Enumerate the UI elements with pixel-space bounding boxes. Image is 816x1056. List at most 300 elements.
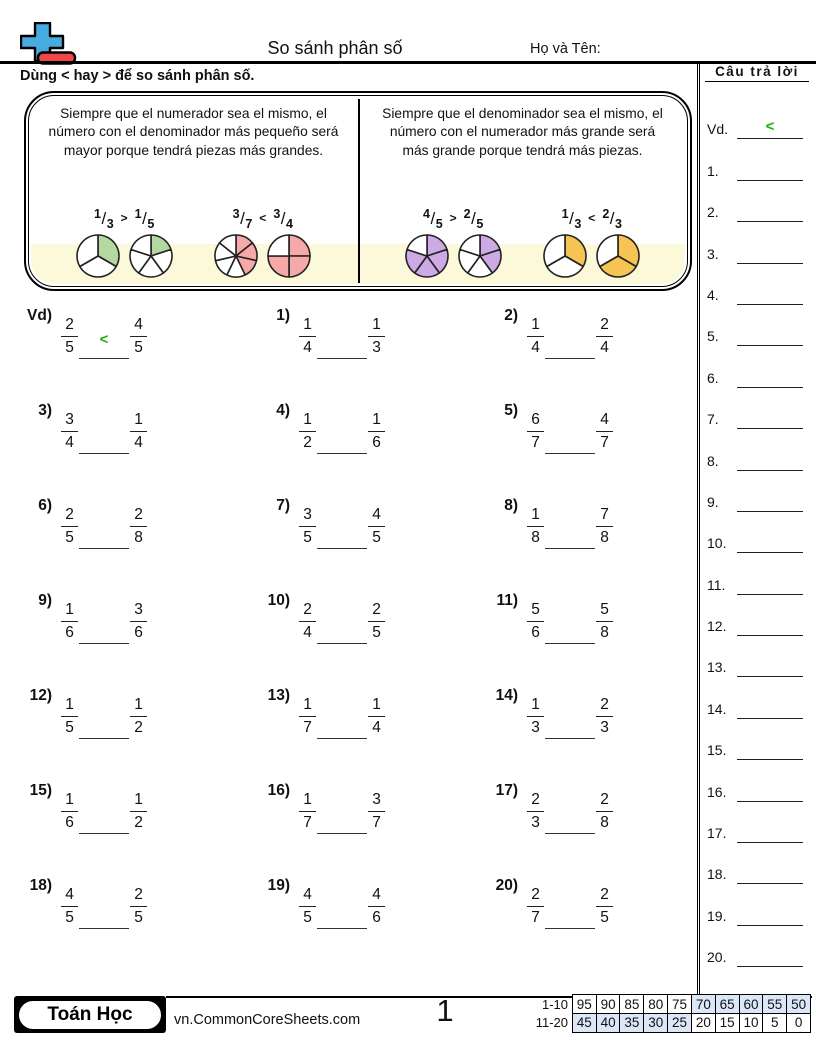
- comparison-symbol: <: [588, 211, 596, 225]
- problem-item: [484, 686, 698, 736]
- answer-number: 17.: [707, 825, 727, 842]
- comparison-answer-blank[interactable]: [545, 737, 595, 739]
- slanted-fraction: [273, 207, 293, 231]
- fraction-pie-chart: [128, 233, 174, 279]
- problem-number: 15): [29, 782, 52, 799]
- left-fraction: [527, 411, 544, 451]
- problem-number: 7): [276, 497, 290, 514]
- example-pair: [213, 207, 312, 279]
- left-fraction: [299, 411, 316, 451]
- answer-row: [707, 386, 809, 427]
- answer-row: [707, 593, 809, 634]
- fraction-numerator: 4: [368, 506, 385, 526]
- fraction-denominator: 7: [245, 217, 253, 231]
- comparison-answer-blank[interactable]: [317, 452, 367, 454]
- problem-number: 12): [29, 687, 52, 704]
- comparison-answer-blank[interactable]: [317, 927, 367, 929]
- fraction-denominator: 5: [65, 528, 74, 546]
- answer-row: [707, 634, 809, 675]
- fraction-slash: /: [471, 209, 476, 228]
- score-cell: 40: [596, 1013, 621, 1033]
- score-cell: 50: [786, 994, 811, 1014]
- problem-item: [484, 401, 698, 451]
- fraction-slash: /: [280, 209, 286, 228]
- fraction-numerator: 1: [299, 316, 316, 336]
- example-panel-left: [29, 96, 358, 286]
- left-fraction: [299, 506, 316, 546]
- problem-item: [484, 591, 698, 641]
- problem-number: 6): [38, 497, 52, 514]
- answer-number: 10.: [707, 535, 727, 552]
- score-cell: 20: [691, 1013, 716, 1033]
- fraction-denominator: 2: [134, 718, 143, 736]
- right-fraction: [596, 886, 613, 926]
- right-fraction: [596, 791, 613, 831]
- right-fraction: [368, 506, 385, 546]
- problem-item: [256, 591, 484, 641]
- fraction-slash: /: [569, 209, 574, 228]
- fraction-numerator: 1: [368, 316, 385, 336]
- right-fraction: [130, 316, 147, 356]
- fraction-denominator: 3: [574, 217, 582, 231]
- fraction-numerator: 3: [130, 601, 147, 621]
- right-fraction: [130, 886, 147, 926]
- answer-row: [707, 675, 809, 716]
- fraction-numerator: 1: [61, 791, 78, 811]
- left-fraction: [61, 316, 78, 356]
- answer-row: [707, 841, 809, 882]
- problem-item: [18, 306, 256, 356]
- problem-item: [18, 401, 256, 451]
- comparison-answer-blank[interactable]: [79, 452, 129, 454]
- problem-item: [18, 496, 256, 546]
- left-fraction: [299, 886, 316, 926]
- answer-blank[interactable]: [737, 303, 803, 305]
- right-fraction: [130, 411, 147, 451]
- score-cell: 10: [739, 1013, 764, 1033]
- problem-number: 10): [267, 592, 290, 609]
- problem-number: 18): [29, 877, 52, 894]
- slanted-fraction: [561, 207, 582, 231]
- answer-number: 14.: [707, 700, 727, 717]
- fraction-denominator: 4: [372, 718, 381, 736]
- left-fraction: [527, 601, 544, 641]
- answer-blank[interactable]: [737, 262, 803, 264]
- fraction-numerator: 4: [423, 207, 430, 221]
- fraction-numerator: 1: [368, 411, 385, 431]
- comparison-answer-blank[interactable]: [545, 832, 595, 834]
- score-cell: 85: [619, 994, 644, 1014]
- problem-item: [256, 306, 484, 356]
- answer-value: <: [765, 118, 775, 136]
- answer-number: 19.: [707, 907, 727, 924]
- fraction-numerator: 2: [602, 207, 610, 221]
- subject-badge-label: Toán Học: [18, 1000, 162, 1030]
- right-fraction: [368, 886, 385, 926]
- example-pies: [542, 233, 641, 279]
- answer-blank[interactable]: [737, 965, 803, 967]
- slanted-fraction: [602, 207, 622, 231]
- comparison-answer-blank[interactable]: [317, 737, 367, 739]
- answer-number: 13.: [707, 659, 727, 676]
- answer-blank[interactable]: [737, 675, 803, 677]
- example-comparison: [562, 207, 622, 231]
- answer-row: [707, 220, 809, 261]
- problem-item: [484, 496, 698, 546]
- right-fraction: [368, 696, 385, 736]
- left-fraction: [527, 791, 544, 831]
- fraction-denominator: 5: [147, 217, 155, 231]
- right-fraction: [596, 696, 613, 736]
- fraction-numerator: 2: [596, 316, 613, 336]
- website-link[interactable]: vn.CommonCoreSheets.com: [174, 1012, 361, 1028]
- answer-row: [707, 179, 809, 220]
- slanted-fraction: [463, 207, 484, 231]
- fraction-denominator: 3: [600, 718, 609, 736]
- fraction-numerator: 1: [527, 696, 544, 716]
- problem-number: 17): [495, 782, 518, 799]
- comparison-answer-blank[interactable]: [317, 547, 367, 549]
- example-pair: [75, 207, 174, 279]
- fraction-numerator: 6: [527, 411, 544, 431]
- fraction-denominator: 4: [600, 338, 609, 356]
- example-box: [24, 91, 692, 291]
- problem-item: [484, 306, 698, 356]
- fraction-slash: /: [609, 209, 615, 228]
- comparison-answer-blank[interactable]: [545, 642, 595, 644]
- right-fraction: [130, 601, 147, 641]
- fraction-numerator: 4: [130, 316, 147, 336]
- problem-number: 14): [495, 687, 518, 704]
- problem-item: [256, 876, 484, 926]
- fraction-denominator: 6: [134, 623, 143, 641]
- answers-list: [707, 96, 809, 965]
- answer-blank[interactable]: [737, 634, 803, 636]
- comparison-answer-blank[interactable]: [545, 357, 595, 359]
- fraction-denominator: 3: [106, 217, 114, 231]
- fraction-pie-chart: [595, 233, 641, 279]
- comparison-answer-blank[interactable]: [545, 452, 595, 454]
- comparison-answer-blank[interactable]: [317, 357, 367, 359]
- answer-blank[interactable]: [737, 469, 803, 471]
- fraction-denominator: 7: [531, 908, 540, 926]
- problem-number: 11): [496, 592, 518, 609]
- fraction-denominator: 2: [303, 433, 312, 451]
- example-comparison: [423, 207, 483, 231]
- fraction-denominator: 5: [303, 908, 312, 926]
- fraction-denominator: 4: [286, 217, 293, 231]
- answer-blank[interactable]: [737, 841, 803, 843]
- problem-number: 2): [504, 307, 518, 324]
- fraction-slash: /: [101, 209, 107, 228]
- fraction-numerator: 4: [299, 886, 316, 906]
- answer-blank[interactable]: [737, 386, 803, 388]
- example-text-left: Siempre que el numerador sea el mismo, el número con el denominador más pequeño será mayor porque tendrá piezas más grandes.: [48, 106, 339, 158]
- fraction-numerator: 1: [299, 791, 316, 811]
- fraction-numerator: 4: [368, 886, 385, 906]
- answer-blank[interactable]: [737, 800, 803, 802]
- fraction-denominator: 4: [303, 623, 312, 641]
- example-text-right: Siempre que el denominador sea el mismo, el número con el numerador más grande será más grande porque tendrá más piezas.: [382, 106, 663, 158]
- answer-number: 3.: [707, 245, 719, 262]
- problem-number: 3): [38, 402, 52, 419]
- fraction-numerator: 1: [130, 411, 147, 431]
- score-cell: 95: [572, 994, 597, 1014]
- fraction-denominator: 5: [372, 623, 381, 641]
- fraction-denominator: 6: [372, 908, 381, 926]
- score-row: [528, 1013, 811, 1033]
- fraction-numerator: 3: [273, 207, 281, 221]
- fraction-numerator: 2: [527, 791, 544, 811]
- answer-blank[interactable]: [737, 427, 803, 429]
- left-fraction: [299, 696, 316, 736]
- answer-row: [707, 427, 809, 468]
- fraction-slash: /: [240, 209, 245, 228]
- fraction-numerator: 1: [94, 207, 101, 221]
- slanted-fraction: [94, 207, 114, 231]
- left-fraction: [299, 316, 316, 356]
- fraction-denominator: 3: [615, 217, 622, 231]
- fraction-denominator: 5: [134, 908, 143, 926]
- fraction-denominator: 8: [531, 528, 540, 546]
- fraction-numerator: 7: [596, 506, 613, 526]
- answer-blank[interactable]: [737, 118, 803, 139]
- fraction-numerator: 1: [527, 316, 544, 336]
- answer-row: [707, 510, 809, 551]
- fraction-denominator: 5: [476, 217, 484, 231]
- comparison-answer-blank[interactable]: [545, 547, 595, 549]
- fraction-numerator: 2: [130, 506, 147, 526]
- answer-blank[interactable]: [737, 593, 803, 595]
- fraction-denominator: 5: [372, 528, 381, 546]
- fraction-numerator: 2: [527, 886, 544, 906]
- comparison-answer-blank[interactable]: [545, 927, 595, 929]
- fraction-denominator: 7: [303, 813, 312, 831]
- example-pairs-left: [29, 207, 358, 286]
- score-row: [528, 994, 811, 1014]
- right-fraction: [596, 411, 613, 451]
- fraction-denominator: 2: [134, 813, 143, 831]
- left-fraction: [527, 506, 544, 546]
- answer-blank[interactable]: [737, 882, 803, 884]
- fraction-denominator: 5: [65, 338, 74, 356]
- left-fraction: [527, 696, 544, 736]
- answer-row: [707, 344, 809, 385]
- answer-blank[interactable]: [737, 220, 803, 222]
- left-fraction: [61, 791, 78, 831]
- example-comparison: [233, 207, 293, 231]
- answer-row: [707, 262, 809, 303]
- problem-item: [484, 876, 698, 926]
- answer-number: 5.: [707, 328, 719, 345]
- fraction-numerator: 1: [527, 506, 544, 526]
- problem-item: [18, 781, 256, 831]
- score-cell: 80: [643, 994, 668, 1014]
- fraction-numerator: 1: [134, 207, 142, 221]
- fraction-numerator: 1: [61, 696, 78, 716]
- name-field-label: Họ và Tên:: [530, 41, 601, 57]
- fraction-numerator: 2: [596, 696, 613, 716]
- right-fraction: [368, 411, 385, 451]
- answer-blank[interactable]: [737, 551, 803, 553]
- score-cell: 30: [643, 1013, 668, 1033]
- score-range-label: 11-20: [535, 1015, 568, 1031]
- problem-number: 1): [276, 307, 290, 324]
- right-fraction: [596, 316, 613, 356]
- right-fraction: [130, 696, 147, 736]
- answers-header: Câu trả lời: [705, 64, 809, 82]
- answer-number: 11.: [707, 576, 726, 593]
- score-cell: 60: [739, 994, 764, 1014]
- left-fraction: [61, 886, 78, 926]
- slanted-fraction: [423, 207, 443, 231]
- answer-number: 18.: [707, 866, 727, 883]
- answer-row: [707, 882, 809, 923]
- right-fraction: [596, 601, 613, 641]
- answer-number: 20.: [707, 949, 727, 966]
- left-fraction: [61, 411, 78, 451]
- fraction-pie-chart: [404, 233, 450, 279]
- fraction-denominator: 3: [372, 338, 381, 356]
- left-fraction: [61, 601, 78, 641]
- fraction-numerator: 2: [368, 601, 385, 621]
- fraction-denominator: 4: [134, 433, 143, 451]
- problem-number: 20): [495, 877, 518, 894]
- fraction-numerator: 2: [596, 886, 613, 906]
- answer-row: [707, 469, 809, 510]
- fraction-denominator: 8: [134, 528, 143, 546]
- slanted-fraction: [232, 207, 253, 231]
- comparison-answer-blank[interactable]: [317, 642, 367, 644]
- fraction-denominator: 5: [65, 908, 74, 926]
- problem-number: 16): [267, 782, 290, 799]
- answer-blank[interactable]: [737, 344, 803, 346]
- answer-number: 16.: [707, 783, 727, 800]
- score-cell: 0: [786, 1013, 811, 1033]
- answer-number: 9.: [707, 493, 719, 510]
- right-fraction: [130, 791, 147, 831]
- answer-number: 1.: [707, 162, 719, 179]
- fraction-denominator: 8: [600, 813, 609, 831]
- comparison-answer-blank[interactable]: [79, 927, 129, 929]
- fraction-denominator: 7: [531, 433, 540, 451]
- problem-item: [484, 781, 698, 831]
- score-range-label: 1-10: [541, 996, 568, 1012]
- page-title: So sánh phân số: [267, 38, 403, 58]
- comparison-answer-blank[interactable]: [317, 832, 367, 834]
- answer-row: [707, 800, 809, 841]
- comparison-answer-blank[interactable]: [79, 642, 129, 644]
- score-cell: 65: [715, 994, 740, 1014]
- comparison-answer-blank[interactable]: [79, 737, 129, 739]
- subject-badge: [14, 996, 166, 1033]
- fraction-numerator: 1: [299, 411, 316, 431]
- fraction-numerator: 2: [61, 316, 78, 336]
- answer-row: [707, 758, 809, 799]
- fraction-numerator: 1: [561, 207, 569, 221]
- right-fraction: [596, 506, 613, 546]
- answer-blank[interactable]: [737, 717, 803, 719]
- fraction-numerator: 4: [61, 886, 78, 906]
- problem-number: 19): [267, 877, 290, 894]
- fraction-denominator: 8: [600, 528, 609, 546]
- example-comparison: [94, 207, 154, 231]
- fraction-denominator: 3: [531, 813, 540, 831]
- fraction-numerator: 1: [299, 696, 316, 716]
- fraction-pie-chart: [213, 233, 259, 279]
- answer-number: 15.: [707, 742, 727, 759]
- fraction-slash: /: [430, 209, 436, 228]
- fraction-denominator: 4: [303, 338, 312, 356]
- problem-item: [18, 876, 256, 926]
- fraction-pie-chart: [266, 233, 312, 279]
- problem-item: [256, 686, 484, 736]
- fraction-numerator: 2: [130, 886, 147, 906]
- fraction-slash: /: [142, 209, 147, 228]
- comparison-answer-blank[interactable]: [79, 547, 129, 549]
- fraction-denominator: 6: [65, 813, 74, 831]
- answer-number: Vd.: [707, 121, 729, 138]
- score-cell: 25: [667, 1013, 692, 1033]
- example-divider: [358, 99, 360, 283]
- problem-number: 8): [504, 497, 518, 514]
- fraction-numerator: 4: [596, 411, 613, 431]
- answer-number: 2.: [707, 204, 719, 221]
- fraction-denominator: 5: [134, 338, 143, 356]
- fraction-numerator: 2: [61, 506, 78, 526]
- score-cell: 75: [667, 994, 692, 1014]
- answer-row: [707, 303, 809, 344]
- header-divider: [0, 61, 816, 64]
- problem-number: 13): [267, 687, 290, 704]
- fraction-denominator: 6: [531, 623, 540, 641]
- answer-blank[interactable]: [737, 924, 803, 926]
- problem-item: [256, 781, 484, 831]
- answer-number: 7.: [707, 411, 719, 428]
- comparison-answer-blank[interactable]: [79, 832, 129, 834]
- fraction-denominator: 5: [435, 217, 443, 231]
- fraction-denominator: 5: [65, 718, 74, 736]
- fraction-numerator: 5: [527, 601, 544, 621]
- problem-item: [18, 686, 256, 736]
- slanted-fraction: [134, 207, 155, 231]
- problem-item: [256, 401, 484, 451]
- answer-number: 6.: [707, 369, 719, 386]
- fraction-numerator: 2: [299, 601, 316, 621]
- fraction-pie-chart: [542, 233, 588, 279]
- score-cell: 70: [691, 994, 716, 1014]
- answer-blank[interactable]: [737, 179, 803, 181]
- right-fraction: [368, 316, 385, 356]
- comparison-answer-blank[interactable]: [79, 331, 129, 359]
- score-table: [528, 994, 811, 1033]
- fraction-denominator: 7: [303, 718, 312, 736]
- fraction-denominator: 7: [372, 813, 381, 831]
- fraction-numerator: 3: [299, 506, 316, 526]
- fraction-denominator: 5: [303, 528, 312, 546]
- right-fraction: [368, 601, 385, 641]
- answer-blank[interactable]: [737, 510, 803, 512]
- answer-blank[interactable]: [737, 758, 803, 760]
- example-pair: [404, 207, 503, 279]
- right-fraction: [368, 791, 385, 831]
- fraction-denominator: 4: [531, 338, 540, 356]
- comparison-symbol: <: [259, 211, 267, 225]
- fraction-pie-chart: [457, 233, 503, 279]
- answer-number: 8.: [707, 452, 719, 469]
- right-fraction: [130, 506, 147, 546]
- score-cell: 90: [596, 994, 621, 1014]
